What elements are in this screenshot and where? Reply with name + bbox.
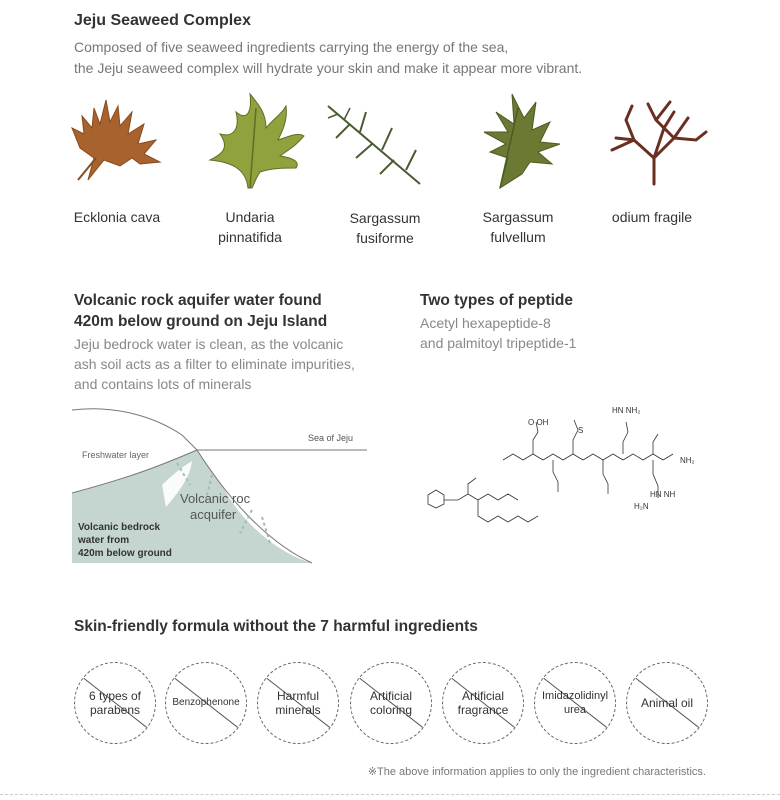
- seaweed-label-undaria: Undaria pinnatifida: [218, 209, 282, 245]
- seaweed-label-fusiforme: Sargassum fusiforme: [349, 210, 421, 246]
- harmful-item-minerals: Harmful minerals: [257, 662, 339, 744]
- structure-nh2-label: NH₂: [680, 456, 695, 465]
- aquifer-label: Volcanic roc acquifer: [180, 491, 251, 522]
- structure-nh-nh2-top-label: HN NH₂: [612, 406, 641, 415]
- seaweed-description-line1: Composed of five seaweed ingredients carrying the energy of the sea,: [74, 39, 509, 55]
- seaweed-label-ecklonia: Ecklonia cava: [73, 209, 161, 225]
- harmful-item-coloring: Artificial coloring: [350, 662, 432, 744]
- footer-divider: [0, 794, 780, 795]
- undaria-pinnatifida-icon: [210, 94, 304, 188]
- harmful-item-benzophenone: Benzophenone: [165, 662, 247, 744]
- harmful-item-imidazolidinyl: Imidazolidinyl urea: [534, 662, 616, 744]
- structure-h2n-label: H₂N: [634, 502, 649, 511]
- peptide-description: Acetyl hexapeptide-8 and palmitoyl tripeptide-1: [420, 315, 577, 351]
- footnote: ※The above information applies to only the ingredient characteristics.: [367, 766, 706, 778]
- harmful-item-parabens: 6 types of parabens: [74, 662, 156, 744]
- seaweed-description: [74, 37, 582, 79]
- seaweed-label-fulvellum: Sargassum fulvellum: [482, 209, 554, 245]
- structure-nh-nh-bottom-label: HN NH: [650, 490, 676, 499]
- sargassum-fusiforme-icon: [328, 106, 420, 184]
- water-description: Jeju bedrock water is clean, as the volcanic ash soil acts as a filter to eliminate impurities, and contains lots of minerals: [74, 336, 355, 392]
- seaweed-label-codium: odium fragile: [611, 209, 693, 225]
- structure-s-label: S: [578, 426, 584, 435]
- section-title-seaweed: Jeju Seaweed Complex: [74, 12, 251, 29]
- peptide-title: Two types of peptide: [420, 292, 573, 309]
- sea-of-jeju-label: Sea of Jeju: [308, 433, 354, 443]
- seaweed-illustrations: [60, 88, 740, 198]
- codium-fragile-icon: [612, 102, 706, 184]
- sargassum-fulvellum-icon: [484, 94, 560, 188]
- aquifer-diagram: [72, 405, 372, 565]
- ecklonia-cava-icon: [72, 100, 160, 180]
- water-title: Volcanic rock aquifer water found 420m below ground on Jeju Island: [74, 292, 328, 330]
- freshwater-layer-label: Freshwater layer: [82, 450, 150, 460]
- structure-oh-label: O OH: [528, 418, 549, 427]
- harmful-item-animal-oil: Animal oil: [626, 662, 708, 744]
- peptide-structure: [408, 400, 708, 530]
- seaweed-description-line2: the Jeju seaweed complex will hydrate your skin and make it appear more vibrant.: [74, 60, 583, 76]
- harmful-title: Skin-friendly formula without the 7 harmful ingredients: [74, 618, 478, 635]
- harmful-item-fragrance: Artificial fragrance: [442, 662, 524, 744]
- bedrock-label: Volcanic bedrock water from 420m below ground: [78, 522, 172, 559]
